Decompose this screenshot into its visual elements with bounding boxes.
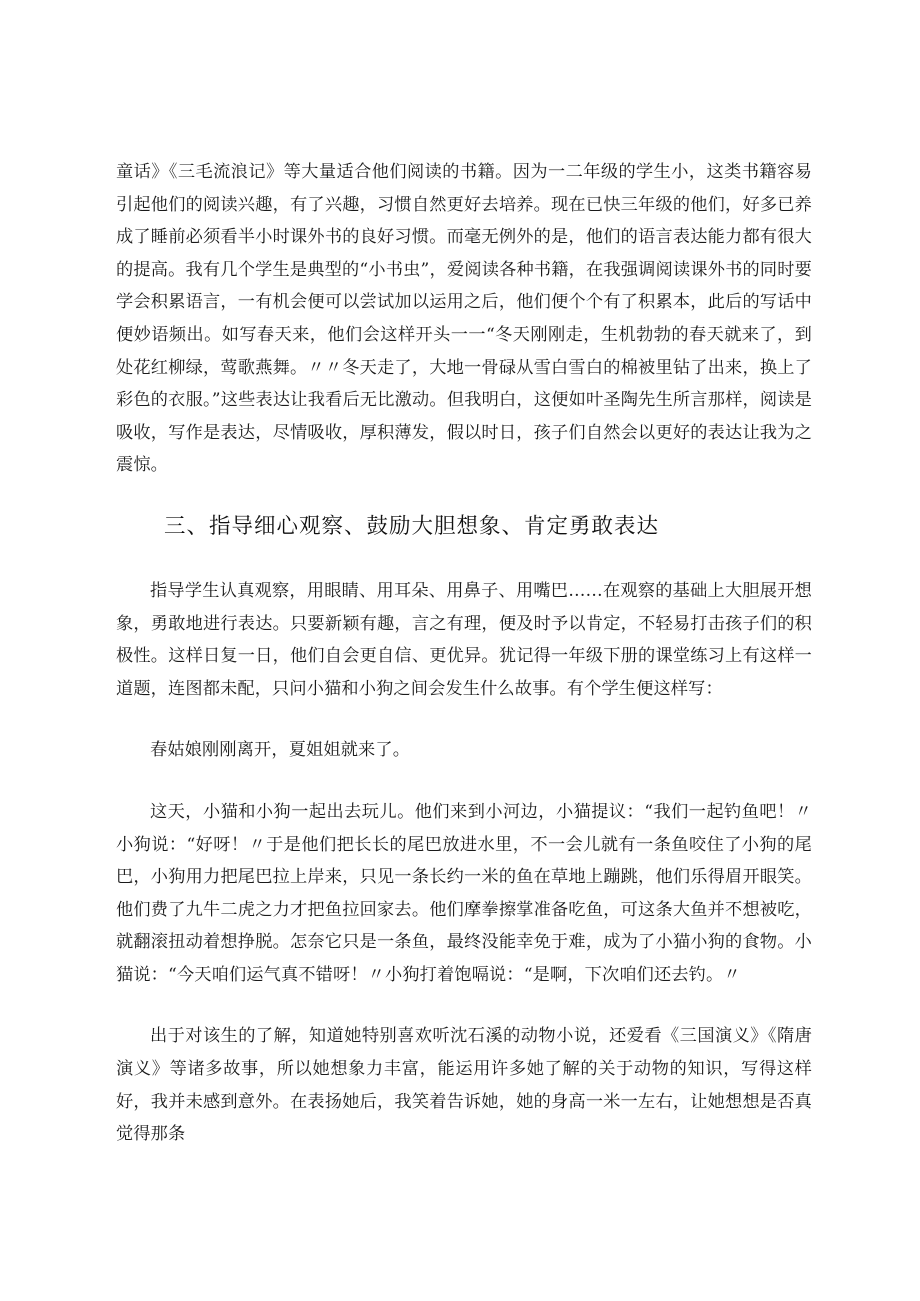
paragraph-reflection: 出于对该生的了解，知道她特别喜欢听沈石溪的动物小说，还爱看《三国演义》《隋唐演义》等诸多故事，所以她想象力丰富，能运用许多她了解的关于动物的知识，写得这样好，我并未感到意外。在表扬她后，我笑着告诉她，她的身高一米一左右，让她想想是否真觉得那条	[116, 1026, 812, 1145]
paragraph-observation: 指导学生认真观察，用眼睛、用耳朵、用鼻子、用嘴巴……在观察的基础上大胆展开想象，勇敢地进行表达。只要新颖有趣，言之有理，便及时予以肯定，不轻易打击孩子们的积极性。这样日复一日，他们自会更自信、更优异。犹记得一年级下册的课堂练习上有这样一道题，连图都未配，只问小猫和小狗之间会发生什么故事。有个学生便这样写：	[116, 580, 812, 699]
paragraph-story-body: 这天，小猫和小狗一起出去玩儿。他们来到小河边，小猫提议：“我们一起钓鱼吧！〃小狗说：“好呀！〃于是他们把长长的尾巴放进水里，不一会儿就有一条鱼咬住了小狗的尾巴，小狗用力把尾巴拉上岸来，只见一条长约一米的鱼在草地上蹦跳，他们乐得眉开眼笑。他们费了九牛二虎之力才把鱼拉回家去。他们摩拳擦掌准备吃鱼，可这条大鱼并不想被吃，就翻滚扭动着想挣脱。怎奈它只是一条鱼，最终没能幸免于难，成为了小猫小狗的食物。小猫说：“今天咱们运气真不错呀！〃小狗打着饱嗝说：“是啊，下次咱们还去钓。〃	[116, 801, 812, 985]
paragraph-continued: 童话》《三毛流浪记》等大量适合他们阅读的书籍。因为一二年级的学生小，这类书籍容易引起他们的阅读兴趣，有了兴趣，习惯自然更好去培养。现在已快三年级的他们，好多已养成了睡前必须看半小时课外书的良好习惯。而毫无例外的是，他们的语言表达能力都有很大的提高。我有几个学生是典型的“小书虫”，爱阅读各种书籍，在我强调阅读课外书的同时要学会积累语言，一有机会便可以尝试加以运用之后，他们便个个有了积累本，此后的写话中便妙语频出。如写春天来，他们会这样开头一一“冬天刚刚走，生机勃勃的春天就来了，到处花红柳绿，莺歌燕舞。〃〃冬天走了，大地一骨碌从雪白雪白的棉被里钻了出来，换上了彩色的衣服。”这些表达让我看后无比激动。但我明白，这便如叶圣陶先生所言那样，阅读是吸收，写作是表达，尽情吸收，厚积薄发，假以时日，孩子们自然会以更好的表达让我为之震惊。	[116, 162, 812, 476]
section-heading: 三、指导细心观察、鼓励大胆想象、肯定勇敢表达	[164, 513, 660, 539]
document-body	[116, 156, 812, 1151]
paragraph-story-opening: 春姑娘刚刚离开，夏姐姐就来了。	[150, 740, 411, 761]
